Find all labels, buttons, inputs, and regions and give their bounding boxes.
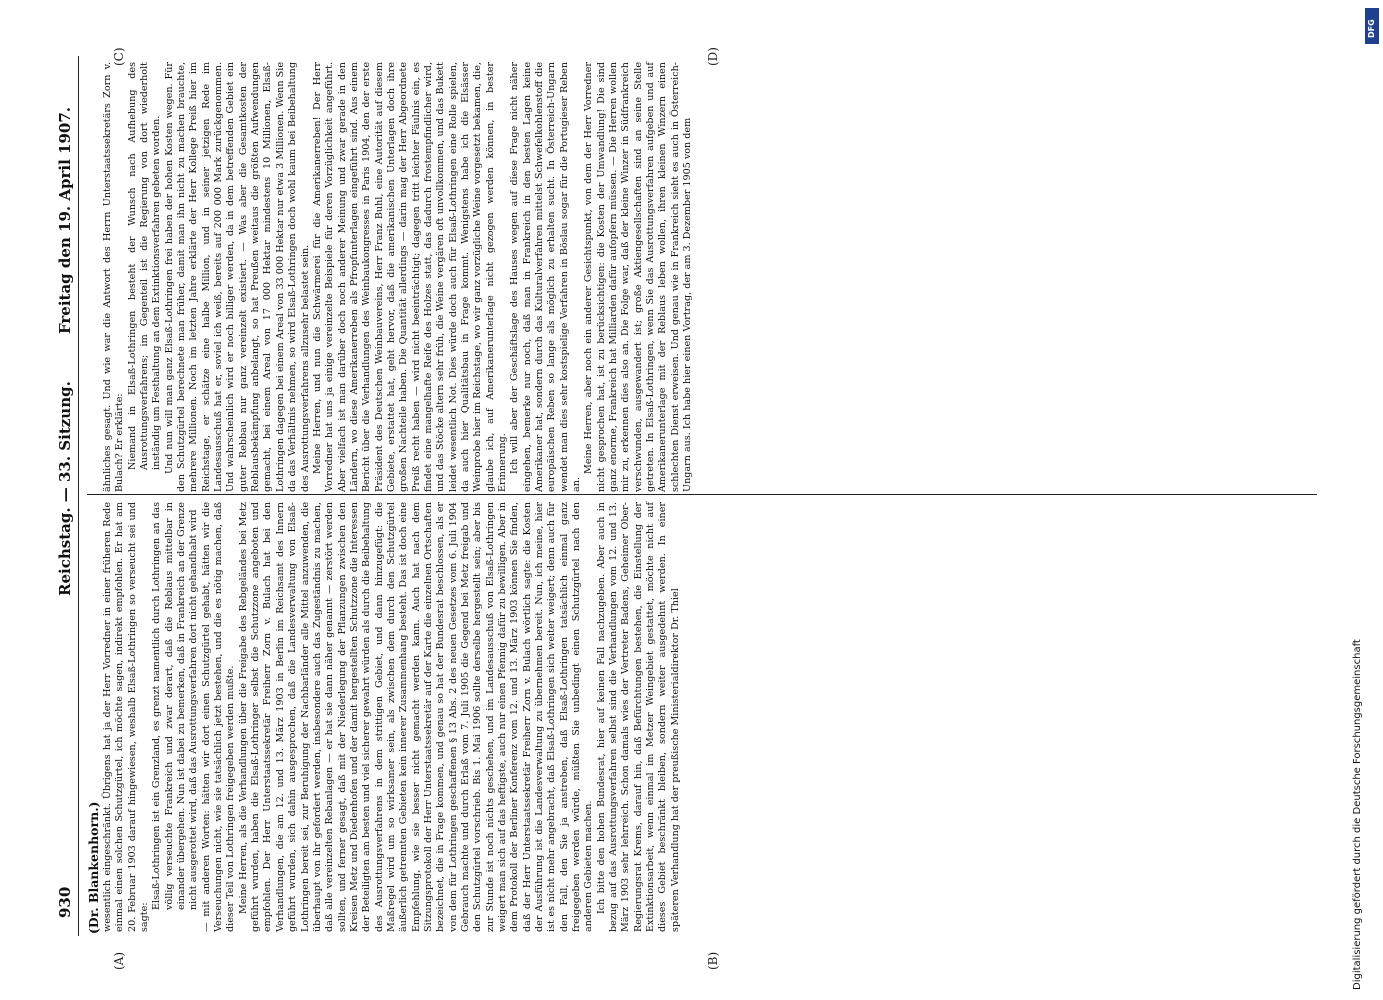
- margin-letter-d: (D): [706, 47, 720, 66]
- paragraph: Niemand in Elsaß-Lothringen besteht der Wunsch nach Aufhebung des Ausrottungsverfahrens; im Gegenteil ist die Regierung von dort wiederholt inständig um Festhaltung an dem Extinktionsverfahren gebeten worden.: [126, 62, 163, 470]
- speaker-tag: (Dr. Blankenhorn.): [86, 801, 101, 934]
- dfg-logo: DFG: [1365, 8, 1379, 44]
- paragraph: Meine Herren, und nun die Schwärmerei für die Amerikanerreben! Der Herr Vorredner hat uns ja einige vereinzelte Beispiele für deren Vorzüglichkeit angeführt. Aber vielfach ist man darüber doch noch anderer Meinung und zwar gerade in den Ländern, wo diese Amerikanerreben als Pfropfunterlagen eingeführt sind. Aus einem Bericht über die Verhandlungen des Weinbaukongresses in Paris 1904, den der erste Präsident des Deutschen Weinbauvereins, Herr Franz Buhl, eine Autorität auf diesem Gebiete, erstattet hat, geht hervor, daß die amerikanischen Unterlagen doch ihre großen Nachteile haben. Die Quantität allerdings — darin mag der Herr Abgeordnete Preiß recht haben — wird nicht beeinträchtigt; dagegen tritt leichter Fäulnis ein, es findet eine mangelhafte Reife des Holzes statt, das dadurch frostempfindlicher wird, und das Stöcke altern sehr früh, die Weine vergären oft unvollkommen, und das Bukett leidet wesentlich Not. Dies würde doch auch für Elsaß-Lothringen eine Rolle spielen, da auch hier Qualitätsbau in Frage kommt. Wenigstens habe ich die Elsässer Weinprobe hier im Reichstage, wo wir ganz vorzügliche Weine vorgesetzt bekamen, die, glaube ich, auf Amerikanerunterlage nicht gezogen werden können, in bester Erinnerung.: [311, 62, 508, 492]
- column-divider: [87, 494, 1317, 495]
- header-left-title: Reichstag. — 33. Sitzung.: [56, 381, 74, 596]
- paragraph: Ich will aber der Geschäftslage des Hauses wegen auf diese Frage nicht näher eingehen, bemerke nur noch, daß man in Frankreich in den besten Lagen keine Amerikaner hat, sondern durch das Kulturalverfahren mittelst Schwefelkohlenstoff die europäischen Reben so lange als möglich zu erhalten sucht. In Österreich-Ungarn wendet man dies sehr kostspielige Verfahren in Böslau sogar für die Portugieser Reben an.: [509, 62, 583, 492]
- paragraph: Ich bitte den hohen Bundesrat, hier auf keinen Fall nachzugeben. Aber auch in bezug auf das Ausrottungsverfahren selbst sind die Verhandlungen vom 12. und 13. März 1903 sehr lehrreich. Schon damals wies der Vertreter Badens, Geheimer Ober-Regierungsrat Krems, darauf hin, daß Befürchtungen bestehen, die Einstellung der Extinktionsarbeit, wenn einmal im Metzer Weingebiet gestattet, möchte nicht auf dieses Gebiet beschränkt bleiben, sondern weiter ausgedehnt werden. In einer späteren Verhandlung hat der preußische Ministerialdirektor Dr. Thiel: [595, 502, 681, 932]
- margin-letter-a: (A): [112, 951, 126, 970]
- page-number: 930: [56, 886, 74, 918]
- paragraph: Und nun will man ganz Elsaß-Lothringen frei haben der hohen Kosten wegen. Für den Schutzgürtel berechnete man früher, damit man ihn nicht zu machen brauchte, mehrere Millionen. Noch im letzten Jahre erklärte der Herr Kollege Preiß hier im Reichstage, er schätze eine halbe Million, und in seiner jetzigen Rede im Landesausschuß hat er, soviel ich weiß, bereits auf 200 000 Mark zurückgenommen. Und wahrscheinlich wird er noch billiger werden, da in dem betreffenden Gebiet ein guter Rebbau nur ganz vereinzelt existiert. — Was aber die Gesamtkosten der Reblausbekämpfung anbelangt, so hat Preußen weitaus die größten Aufwendungen gemacht, bei einem Areal von 17 000 Hektar mindestens 10 Millionen, Elsaß-Lothringen dagegen bei einem Areal von 33 000 Hektar nur etwa 3 Millionen. Wenn Sie da das Verhältnis nehmen, so wird Elsaß-Lothringen doch wohl kaum bei Beibehaltung des Ausrottungsverfahrens allzusehr belastet sein.: [163, 62, 311, 492]
- paragraph: wesentlich eingeschränkt. Übrigens hat ja der Herr Vorredner in einer früheren Rede einmal einen solchen Schutzgürtel, ich möchte sagen, indirekt empfohlen. Er hat am 20. Februar 1903 darauf hingewiesen, weshalb Elsaß-Lothringen so verseucht sei und sagte:: [102, 502, 151, 932]
- paragraph: ähnliches gesagt. Und wie war die Antwort des Herrn Unterstaatssekretärs Zorn v. Bulach? Er erklärte:: [102, 62, 126, 492]
- margin-letter-b: (B): [706, 951, 720, 970]
- header-rule: [78, 56, 79, 936]
- text-column-left: [102, 502, 682, 932]
- paragraph: Meine Herren, aber noch ein anderer Gesichtspunkt, von dem der Herr Vorredner nicht gesprochen hat, ist zu berücksichtigen: die Kosten der Umwandlung! Die sind ganz enorme, Frankreich hat Milliarden dafür aufopfern müssen. — Die Herren wollen mir zu, erkennen dies also an. Die Folge war, daß der kleine Winzer in Südfrankreich verschwunden, ausgewandert ist; große Aktiengesellschaften sind an seine Stelle getreten. In Elsaß-Lothringen, wenn Sie das Ausrottungsverfahren aufgeben und auf Amerikanerunterlage mit der Reblaus leben wollen, ihren kleinen Winzern einen schlechten Dienst erweisen. Und genau wie in Frankreich sieht es auch in Österreich-Ungarn aus. Ich habe hier einen Vortrag, der am 3. Dezember 1905 von dem: [583, 62, 694, 492]
- paragraph: Elsaß-Lothringen ist ein Grenzland, es grenzt namentlich durch Lothringen an das völlig verseuchte Frankreich und zwar derart, daß die Reblaus mittelbar in einander übergehen. Nun ist dabei zu bemerken, daß in Frankreich an der Grenze nicht ausgerottet wird, daß das Ausrottungsverfahren dort nicht gehandhabt wird: [151, 502, 200, 910]
- text-column-right: [102, 62, 695, 492]
- digitization-credit: Digitalisierung gefördert durch die Deutsche Forschungsgemeinschaft: [1352, 639, 1363, 990]
- paragraph: Meine Herren, als die Verhandlungen über die Freigabe des Rebgeländes bei Metz geführt wurden, haben die Elsaß-Lothringer selbst die Schutzzone angeboten und empfohlen. Der Herr Unterstaatssekretär Freiherr Zorn v. Bulach hat bei den Verhandlungen, die am 12. und 13. März 1903 in Berlin im Reichsamt des Innern geführt wurden, sich dahin ausgesprochen, daß die Landesverwaltung von Elsaß-Lothringen bereit sei, zur Beruhigung der Nachbarländer alle Mittel anzuwenden, die überhaupt von ihr gefordert werden, insbesondere auch das Zugeständnis zu machen, daß alle vereinzelten Rebanlagen — er hat sie dann näher genannt — zerstört werden sollten, und ferner gesagt, daß mit der Niederlegung der Pflanzungen zwischen den Kreisen Metz und Diedenhofen und der damit hergestellten Schutzzone die Interessen der Beteiligten am besten und viel sicherer gewahrt würden als durch die Beibehaltung des Ausrottungsverfahrens in dem strittigen Gebiet, und dann hinzugefügt: die Maßregel wird um so wirksamer sein, als zwischen dem durch den Schutzgürtel äußerlich getrennten Gebieten kein innerer Zusammenhang besteht. Das ist doch eine Empfehlung, wie sie besser nicht gemacht werden kann. Auch hat nach dem Sitzungsprotokoll der Herr Unterstaatssekretär auf der Karte die einzelnen Ortschaften bezeichnet, die in Frage kommen, und genau so hat der Bundesrat beschlossen, als er von dem für Lothringen geschaffenen § 13 Abs. 2 des neuen Gesetzes vom 6. Juli 1904 Gebrauch machte und durch Erlaß vom 7. Juli 1905 die Gegend bei Metz freigab und den Schutzgürtel vorschrieb. Bis 1. Mai 1906 sollte derselbe hergestellt sein; aber bis zur Stunde ist noch nichts geschehen, und im Landesausschuß von Elsaß-Lothringen weigert man sich auf das heftigste, auch nur einen Pfennig dafür zu bewilligen. Aber in dem Protokoll der Berliner Konferenz vom 12. und 13. März 1903 können Sie finden, daß der Herr Unterstaatssekretär Freiherr Zorn v. Bulach wörtlich sagte: die Kosten der Ausführung ist die Landesverwaltung zu übernehmen bereit. Nun, ich meine, hier ist es nicht mehr angebracht, daß Elsaß-Lothringen sich weiter weigert; denn auch für den Fall, den Sie ja anstreben, daß Elsaß-Lothringen tatsächlich einmal ganz freigegeben werden würde, müßten Sie unbedingt einen Schutzgürtel nach den anderen Gebieten machen.: [237, 502, 595, 932]
- header-right-title: Freitag den 19. April 1907.: [56, 107, 74, 334]
- paragraph: — mit anderen Worten: hätten wir dort einen Schutzgürtel gehabt, hätten wir die Verseuchungen nicht, wie sie tatsächlich jetzt bestehen, und die es nötig machen, daß dieser Teil von Lothringen freigegeben werden mußte.: [200, 502, 237, 932]
- margin-letter-c: (C): [112, 47, 126, 66]
